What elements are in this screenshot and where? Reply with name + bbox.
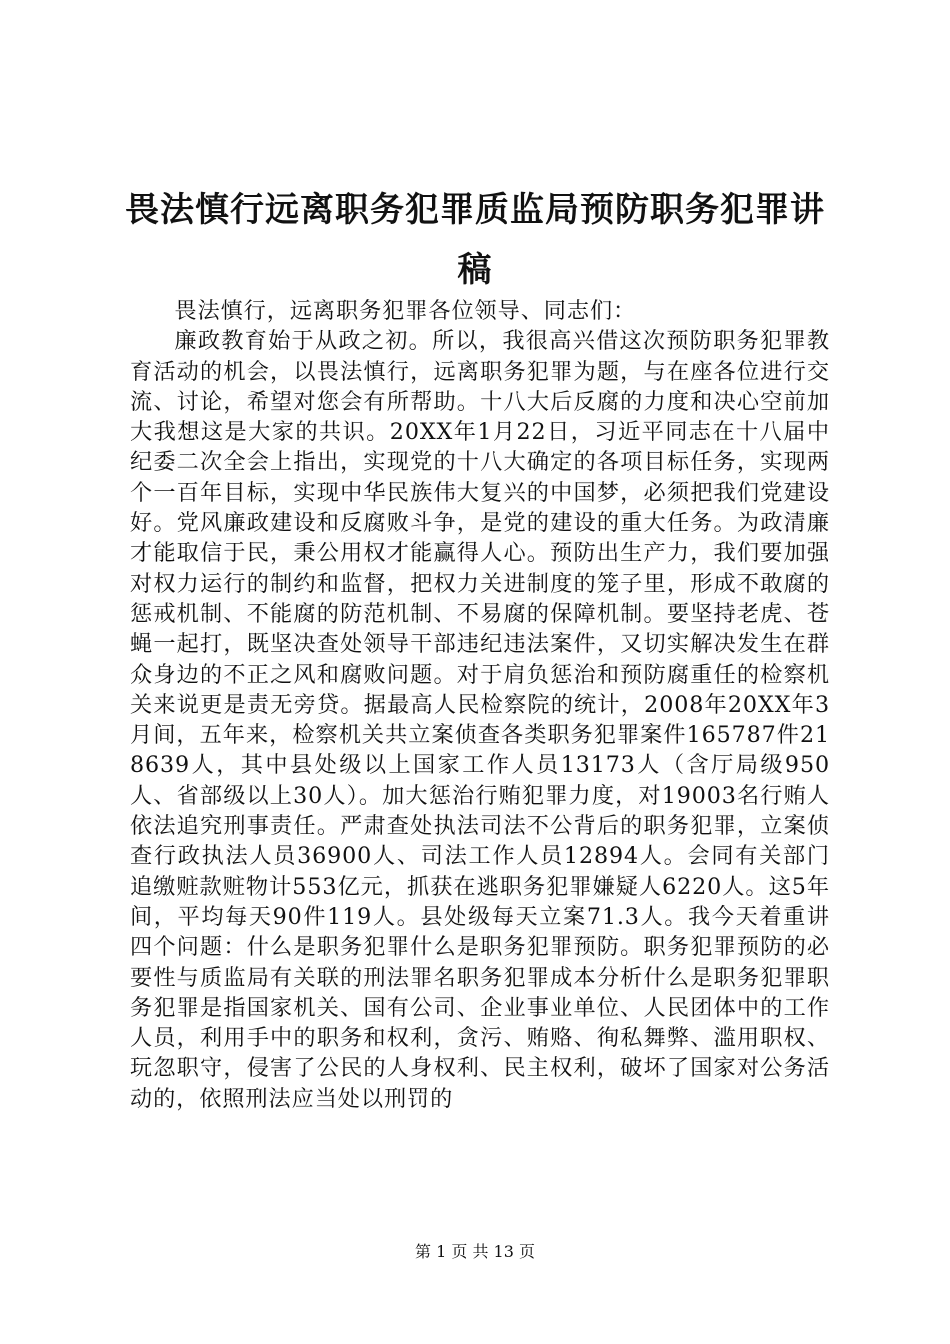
document-title: 畏法慎行远离职务犯罪质监局预防职务犯罪讲稿 [125, 190, 825, 290]
page-number-footer: 第 1 页 共 13 页 [415, 1242, 535, 1261]
document-body [130, 296, 830, 1114]
body-paragraph: 廉政教育始于从政之初。所以，我很高兴借这次预防职务犯罪教育活动的机会，以畏法慎行，远离职务犯罪为题，与在座各位进行交流、讨论，希望对您会有所帮助。十八大后反腐的力度和决心空前加大我想这是大家的共识。20XX年1月22日，习近平同志在十八届中纪委二次全会上指出，实现党的十八大确定的各项目标任务，实现两个一百年目标，实现中华民族伟大复兴的中国梦，必须把我们党建设好。党风廉政建设和反腐败斗争，是党的建设的重大任务。为政清廉才能取信于民，秉公用权才能赢得人心。预防出生产力，我们要加强对权力运行的制约和监督，把权力关进制度的笼子里，形成不敢腐的惩戒机制、不能腐的防范机制、不易腐的保障机制。要坚持老虎、苍蝇一起打，既坚决查处领导干部违纪违法案件，又切实解决发生在群众身边的不正之风和腐败问题。对于肩负惩治和预防腐重任的检察机关来说更是责无旁贷。据最高人民检察院的统计，2008年20XX年3月间，五年来，检察机关共立案侦查各类职务犯罪案件165787件218639人，其中县处级以上国家工作人员13173人（含厅局级950人、省部级以上30人）。加大惩治行贿犯罪力度，对19003名行贿人依法追究刑事责任。严肃查处执法司法不公背后的职务犯罪，立案侦查行政执法人员36900人、司法工作人员12894人。会同有关部门追缴赃款赃物计553亿元，抓获在逃职务犯罪嫌疑人6220人。这5年间，平均每天90件119人。县处级每天立案71.3人。我今天着重讲四个问题：什么是职务犯罪什么是职务犯罪预防。职务犯罪预防的必要性与质监局有关联的刑法罪名职务犯罪成本分析什么是职务犯罪职务犯罪是指国家机关、国有公司、企业事业单位、人民团体中的工作人员，利用手中的职务和权利，贪污、贿赂、徇私舞弊、滥用职权、玩忽职守，侵害了公民的人身权利、民主权利，破坏了国家对公务活动的，依照刑法应当处以刑罚的 [130, 328, 830, 1112]
salutation-paragraph: 畏法慎行，远离职务犯罪各位领导、同志们： [174, 298, 637, 324]
